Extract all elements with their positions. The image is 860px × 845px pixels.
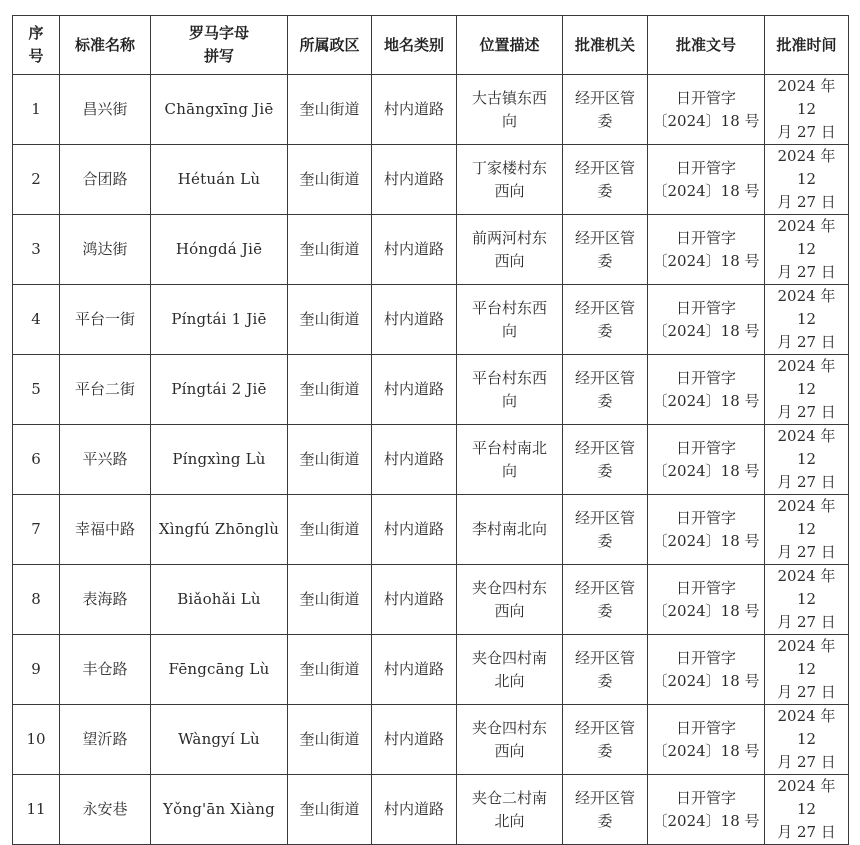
cell-category: 村内道路 — [372, 355, 457, 425]
cell-authority: 经开区管 委 — [563, 565, 648, 635]
table-row — [13, 355, 849, 425]
place-name-table — [12, 15, 849, 845]
cell-date: 2024 年 12 月 27 日 — [765, 285, 849, 355]
cell-category: 村内道路 — [372, 425, 457, 495]
cell-category: 村内道路 — [372, 705, 457, 775]
cell-name: 永安巷 — [60, 775, 151, 845]
table-row — [13, 425, 849, 495]
cell-doc-no: 日开管字 〔2024〕18 号 — [648, 775, 765, 845]
cell-name: 表海路 — [60, 565, 151, 635]
cell-location: 丁家楼村东 西向 — [457, 145, 563, 215]
cell-district: 奎山街道 — [288, 285, 372, 355]
cell-location: 前两河村东 西向 — [457, 215, 563, 285]
cell-doc-no: 日开管字 〔2024〕18 号 — [648, 635, 765, 705]
table-row — [13, 565, 849, 635]
cell-doc-no: 日开管字 〔2024〕18 号 — [648, 285, 765, 355]
cell-authority: 经开区管 委 — [563, 215, 648, 285]
cell-location: 夹仓二村南 北向 — [457, 775, 563, 845]
cell-seq: 1 — [13, 75, 60, 145]
cell-name: 望沂路 — [60, 705, 151, 775]
cell-seq: 6 — [13, 425, 60, 495]
cell-district: 奎山街道 — [288, 355, 372, 425]
cell-category: 村内道路 — [372, 495, 457, 565]
cell-pinyin: Xìngfú Zhōnglù — [151, 495, 288, 565]
cell-location: 夹仓四村东 西向 — [457, 705, 563, 775]
table-row — [13, 775, 849, 845]
cell-name: 平台二街 — [60, 355, 151, 425]
cell-name: 平兴路 — [60, 425, 151, 495]
cell-doc-no: 日开管字 〔2024〕18 号 — [648, 355, 765, 425]
cell-date: 2024 年 12 月 27 日 — [765, 75, 849, 145]
table-row — [13, 635, 849, 705]
cell-authority: 经开区管 委 — [563, 425, 648, 495]
cell-location: 李村南北向 — [457, 495, 563, 565]
cell-pinyin: Fēngcāng Lù — [151, 635, 288, 705]
table-row — [13, 285, 849, 355]
cell-name: 幸福中路 — [60, 495, 151, 565]
cell-seq: 5 — [13, 355, 60, 425]
header-doc-no: 批准文号 — [648, 16, 765, 75]
cell-pinyin: Wàngyí Lù — [151, 705, 288, 775]
cell-location: 大古镇东西 向 — [457, 75, 563, 145]
place-name-document — [12, 15, 848, 845]
table-row — [13, 75, 849, 145]
cell-category: 村内道路 — [372, 775, 457, 845]
cell-pinyin: Biǎohǎi Lù — [151, 565, 288, 635]
cell-name: 鸿达街 — [60, 215, 151, 285]
cell-district: 奎山街道 — [288, 215, 372, 285]
cell-category: 村内道路 — [372, 215, 457, 285]
cell-date: 2024 年 12 月 27 日 — [765, 705, 849, 775]
cell-date: 2024 年 12 月 27 日 — [765, 145, 849, 215]
cell-date: 2024 年 12 月 27 日 — [765, 635, 849, 705]
cell-seq: 2 — [13, 145, 60, 215]
header-date: 批准时间 — [765, 16, 849, 75]
cell-authority: 经开区管 委 — [563, 495, 648, 565]
cell-district: 奎山街道 — [288, 705, 372, 775]
cell-seq: 7 — [13, 495, 60, 565]
cell-authority: 经开区管 委 — [563, 145, 648, 215]
cell-doc-no: 日开管字 〔2024〕18 号 — [648, 425, 765, 495]
header-name: 标准名称 — [60, 16, 151, 75]
cell-category: 村内道路 — [372, 75, 457, 145]
cell-doc-no: 日开管字 〔2024〕18 号 — [648, 565, 765, 635]
cell-pinyin: Píngtái 2 Jiē — [151, 355, 288, 425]
cell-pinyin: Hétuán Lù — [151, 145, 288, 215]
table-row — [13, 215, 849, 285]
header-location: 位置描述 — [457, 16, 563, 75]
cell-date: 2024 年 12 月 27 日 — [765, 775, 849, 845]
cell-location: 平台村东西 向 — [457, 285, 563, 355]
cell-date: 2024 年 12 月 27 日 — [765, 495, 849, 565]
cell-authority: 经开区管 委 — [563, 75, 648, 145]
header-authority: 批准机关 — [563, 16, 648, 75]
cell-district: 奎山街道 — [288, 565, 372, 635]
cell-date: 2024 年 12 月 27 日 — [765, 215, 849, 285]
cell-seq: 8 — [13, 565, 60, 635]
cell-seq: 3 — [13, 215, 60, 285]
cell-date: 2024 年 12 月 27 日 — [765, 425, 849, 495]
cell-location: 平台村东西 向 — [457, 355, 563, 425]
cell-authority: 经开区管 委 — [563, 635, 648, 705]
cell-district: 奎山街道 — [288, 775, 372, 845]
cell-pinyin: Píngtái 1 Jiē — [151, 285, 288, 355]
cell-pinyin: Yǒng'ān Xiàng — [151, 775, 288, 845]
cell-category: 村内道路 — [372, 565, 457, 635]
header-seq-label: 序 号 — [28, 24, 44, 65]
cell-district: 奎山街道 — [288, 635, 372, 705]
cell-location: 夹仓四村南 北向 — [457, 635, 563, 705]
cell-location: 平台村南北 向 — [457, 425, 563, 495]
cell-date: 2024 年 12 月 27 日 — [765, 565, 849, 635]
header-category: 地名类别 — [372, 16, 457, 75]
cell-district: 奎山街道 — [288, 425, 372, 495]
header-pinyin: 罗马字母 拼写 — [151, 16, 288, 75]
cell-location: 夹仓四村东 西向 — [457, 565, 563, 635]
cell-name: 平台一街 — [60, 285, 151, 355]
cell-pinyin: Píngxìng Lù — [151, 425, 288, 495]
cell-category: 村内道路 — [372, 635, 457, 705]
cell-doc-no: 日开管字 〔2024〕18 号 — [648, 145, 765, 215]
table-row — [13, 705, 849, 775]
cell-district: 奎山街道 — [288, 145, 372, 215]
cell-category: 村内道路 — [372, 285, 457, 355]
header-district: 所属政区 — [288, 16, 372, 75]
cell-district: 奎山街道 — [288, 495, 372, 565]
cell-name: 合团路 — [60, 145, 151, 215]
cell-name: 昌兴街 — [60, 75, 151, 145]
header-seq — [13, 16, 60, 75]
cell-doc-no: 日开管字 〔2024〕18 号 — [648, 75, 765, 145]
cell-pinyin: Chāngxīng Jiē — [151, 75, 288, 145]
cell-district: 奎山街道 — [288, 75, 372, 145]
cell-seq: 4 — [13, 285, 60, 355]
table-row — [13, 495, 849, 565]
cell-seq: 11 — [13, 775, 60, 845]
table-header-row — [13, 16, 849, 75]
cell-date: 2024 年 12 月 27 日 — [765, 355, 849, 425]
cell-pinyin: Hóngdá Jiē — [151, 215, 288, 285]
cell-authority: 经开区管 委 — [563, 355, 648, 425]
cell-doc-no: 日开管字 〔2024〕18 号 — [648, 495, 765, 565]
cell-seq: 10 — [13, 705, 60, 775]
cell-doc-no: 日开管字 〔2024〕18 号 — [648, 215, 765, 285]
cell-authority: 经开区管 委 — [563, 775, 648, 845]
cell-name: 丰仓路 — [60, 635, 151, 705]
cell-doc-no: 日开管字 〔2024〕18 号 — [648, 705, 765, 775]
cell-category: 村内道路 — [372, 145, 457, 215]
cell-seq: 9 — [13, 635, 60, 705]
table-row — [13, 145, 849, 215]
cell-authority: 经开区管 委 — [563, 285, 648, 355]
cell-authority: 经开区管 委 — [563, 705, 648, 775]
